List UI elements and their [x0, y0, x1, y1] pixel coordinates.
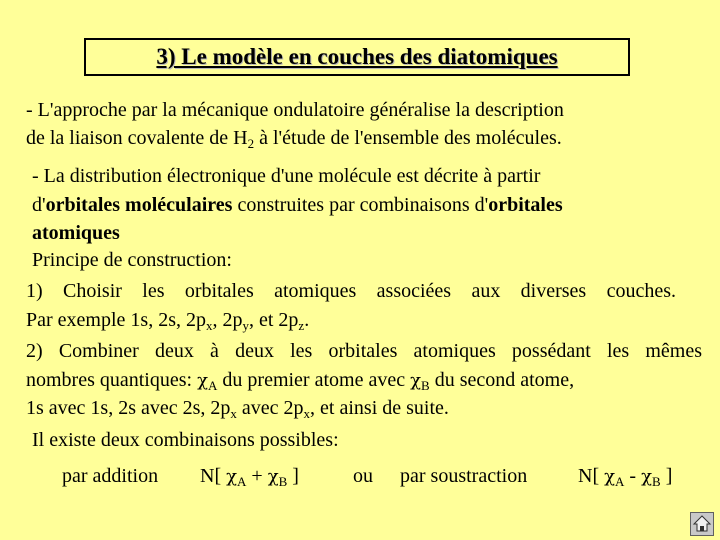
- bracket-close: ]: [660, 465, 673, 487]
- sub-z: z: [298, 318, 305, 333]
- chi-symbol: χ: [226, 466, 238, 487]
- or-label: ou: [353, 465, 373, 487]
- para2-line1: - La distribution électronique d'une molécule est décrite à partir: [32, 165, 541, 187]
- sub-b: B: [652, 474, 661, 489]
- step1-example-a: Par exemple 1s, 2s: [26, 309, 176, 331]
- sub-y: y: [242, 318, 249, 333]
- minus-sign: -: [624, 465, 642, 487]
- sub-b: B: [278, 474, 288, 489]
- para2-line2-text-b: construites par combinaisons d': [232, 194, 489, 216]
- step2-line3: [26, 396, 449, 420]
- para1-line2-text-b: à l'étude de l'ensemble des molécules.: [254, 127, 562, 149]
- addition-formula: [200, 464, 299, 489]
- para1-line2: [26, 126, 562, 150]
- step1-example-d: , et 2p: [248, 309, 299, 331]
- atomiques-term: atomiques: [32, 222, 120, 244]
- sub-x: x: [303, 406, 311, 421]
- addition-label: par addition: [62, 465, 159, 487]
- chi-symbol: χ: [267, 466, 279, 487]
- h2-subscript: 2: [247, 136, 255, 151]
- chi-symbol: χ: [641, 466, 653, 487]
- step2-line3-b: avec 2p: [236, 397, 304, 419]
- plus-sign: +: [246, 465, 268, 487]
- para1-line1: - L'approche par la mécanique ondulatoire généralise la description: [26, 99, 564, 121]
- step2-line3-a: 1s avec 1s, 2s avec 2s, 2p: [26, 397, 231, 419]
- para2-line2-text-a: d': [32, 194, 46, 216]
- step2-text-c: du second atome,: [429, 369, 575, 391]
- title-box: [84, 38, 630, 76]
- step1-example-b: , 2p: [175, 309, 206, 331]
- step2-line2: [26, 368, 574, 393]
- orbitales-term: orbitales: [488, 194, 563, 216]
- step2-text-a: nombres quantiques:: [26, 369, 198, 391]
- orbitales-moleculaires-term: orbitales moléculaires: [45, 194, 233, 216]
- step1-line1: 1) Choisir les orbitales atomiques associées aux diverses couches.: [26, 280, 676, 302]
- subtraction-label: par soustraction: [400, 465, 528, 487]
- step2-line3-c: , et ainsi de suite.: [310, 397, 449, 419]
- step2-line4: Il existe deux combinaisons possibles:: [32, 429, 339, 451]
- sub-b: B: [421, 378, 430, 393]
- sub-x: x: [230, 406, 237, 421]
- principle-heading: Principe de construction:: [32, 249, 232, 271]
- step2-line1: 2) Combiner deux à deux les orbitales atomiques possédant les mêmes: [26, 340, 702, 362]
- para2-line3: [32, 221, 120, 245]
- step1-example-e: .: [304, 309, 310, 331]
- para2-line2: [32, 193, 563, 217]
- sub-a: A: [208, 378, 218, 393]
- chi-symbol: χ: [410, 370, 422, 391]
- n-bracket-open: N[: [578, 465, 605, 487]
- subtraction-formula: [578, 464, 672, 489]
- sub-a: A: [237, 474, 247, 489]
- home-icon[interactable]: [690, 512, 714, 536]
- n-bracket-open: N[: [200, 465, 227, 487]
- sub-a: A: [615, 474, 625, 489]
- sub-x: x: [205, 318, 213, 333]
- step1-example-c: , 2p: [212, 309, 243, 331]
- para1-line2-text-a: de la liaison covalente de H: [26, 127, 248, 149]
- step2-text-b: du premier atome avec: [217, 369, 411, 391]
- step1-line2: [26, 308, 309, 332]
- chi-symbol: χ: [197, 370, 209, 391]
- page-title: 3) Le modèle en couches des diatomiques: [156, 44, 558, 69]
- chi-symbol: χ: [604, 466, 616, 487]
- bracket-close: ]: [287, 465, 299, 487]
